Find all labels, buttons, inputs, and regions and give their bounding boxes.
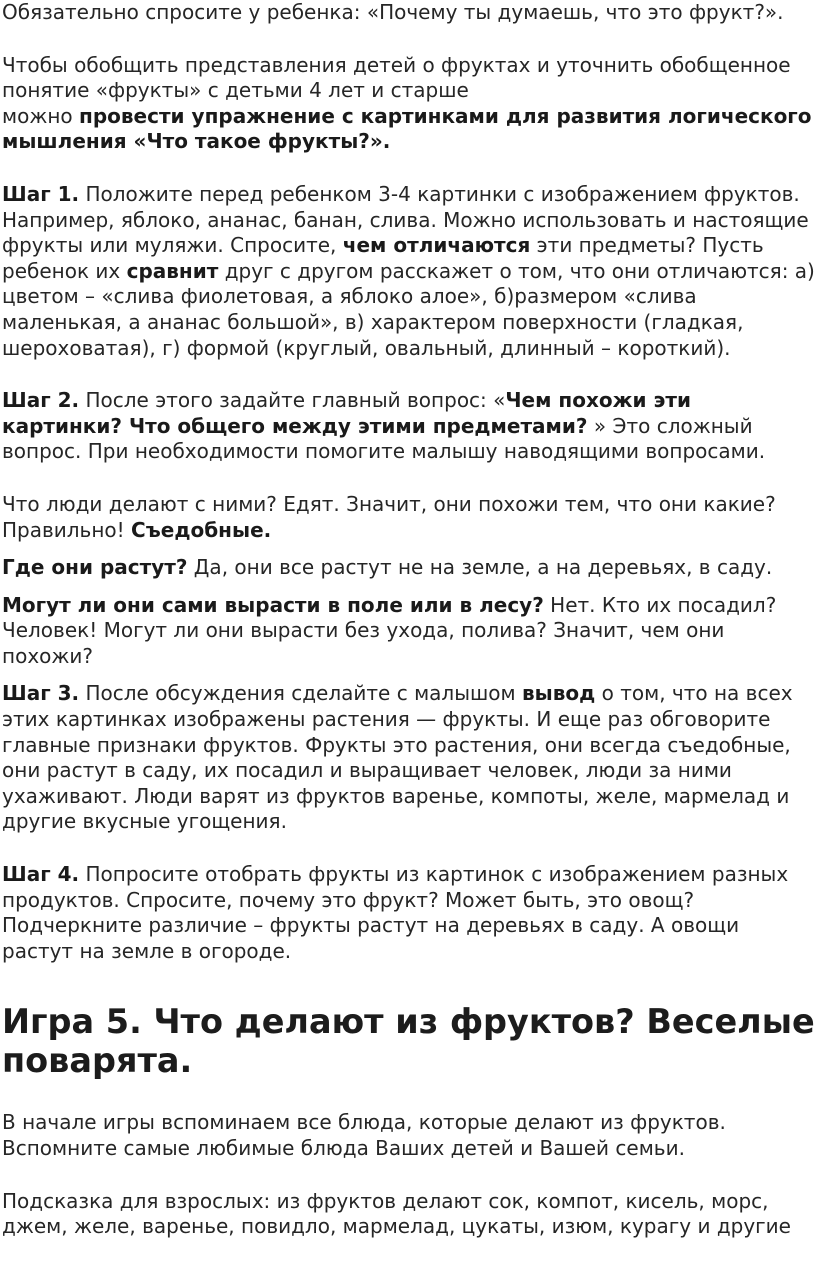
step-1-bold-b: сравнит [126,258,219,283]
step-1-bold-a: чем отличаются [342,233,531,258]
step-4-text: Попросите отобрать фрукты из картинок с изображением разных продуктов. Спросите, почему это фрукт? Может быть, это овощ? Подчеркните различие – фрукты растут на деревьях в саду. А овощи растут на земле в огороде. [2,862,789,963]
question-forest-bold: Могут ли они сами вырасти в поле или в лесу? [2,592,544,617]
exercise-intro [2,53,816,155]
exercise-intro-text: Чтобы обобщить представления детей о фруктах и уточнить обобщенное понятие «фрукты» с детьми 4 лет и старше [2,52,791,103]
step-3-text-b: о том, что на всех этих картинках изображены растения — фрукты. И еще раз обговорите главные признаки фруктов. Фрукты это растения, они всегда съедобные, они растут в саду, их посадил и выращивает человек, люди за ними ухаживают. Люди варят из фруктов варенье, компоты, желе, мармелад и другие вкусные угощения. [2,681,793,834]
step-2-text-b: » Это сложный вопрос. При необходимости помогите малышу наводящими вопросами. [2,413,766,464]
game-intro: В начале игры вспоминаем все блюда, которые делают из фруктов. Вспомните самые любимые блюда Ваших детей и Вашей семьи. [2,1110,726,1160]
question-grow-bold: Где они растут? [2,555,188,580]
game-5-heading: Игра 5. Что делают из фруктов? Веселые поварята. [2,1002,815,1081]
intro-question: Обязательно спросите у ребенка: «Почему ты думаешь, что это фрукт?». [2,0,784,24]
question-grow-text: Да, они все растут не на земле, а на деревьях, в саду. [187,555,773,580]
question-eat [2,492,816,543]
exercise-intro-bold: провести упражнение с картинками для развития логического мышления «Что такое фрукты?». [2,103,812,154]
step-2-label: Шаг 2. [2,388,80,413]
step-2-text-a: После этого задайте главный вопрос: « [79,388,506,413]
question-eat-bold: Съедобные. [131,517,272,542]
question-forest [2,593,816,670]
exercise-intro-prefix: можно [2,103,80,128]
question-forest-text: Нет. Кто их посадил? Человек! Могут ли они вырасти без ухода, полива? Значит, чем они похожи? [2,592,777,668]
step-1-text-b: эти предметы? Пусть ребенок их [2,233,764,283]
step-2 [2,388,816,465]
step-1-text-c: друг с другом расскажет о том, что они отличаются: а) цветом – «слива фиолетовая, а яблоко алое», б)размером «слива маленькая, а ананас большой», в) характером поверхности (гладкая, шероховатая), г) формой (круглый, овальный, длинный – короткий). [2,258,815,360]
question-grow [2,555,816,581]
adult-hint: Подсказка для взрослых: из фруктов делают сок, компот, кисель, морс, джем, желе, варенье, повидло, мармелад, цукаты, изюм, курагу и другие [2,1188,791,1239]
step-3-text-a: После обсуждения сделайте с малышом [79,681,522,706]
step-1-label: Шаг 1. [2,181,80,206]
step-4-label: Шаг 4. [2,862,80,887]
step-3 [2,681,816,835]
step-4 [2,862,816,964]
step-3-bold: вывод [521,681,596,706]
step-1-text-a: Положите перед ребенком 3-4 картинки с изображением фруктов. Например, яблоко, ананас, банан, слива. Можно использовать и настоящие фрукты или муляжи. Спросите, [2,181,809,258]
step-2-bold: Чем похожи эти картинки? Что общего между этими предметами? [2,388,691,438]
step-1 [2,182,816,361]
step-3-label: Шаг 3. [2,681,80,706]
question-eat-text: Что люди делают с ними? Едят. Значит, они похожи тем, что они какие? Правильно! [2,491,776,542]
